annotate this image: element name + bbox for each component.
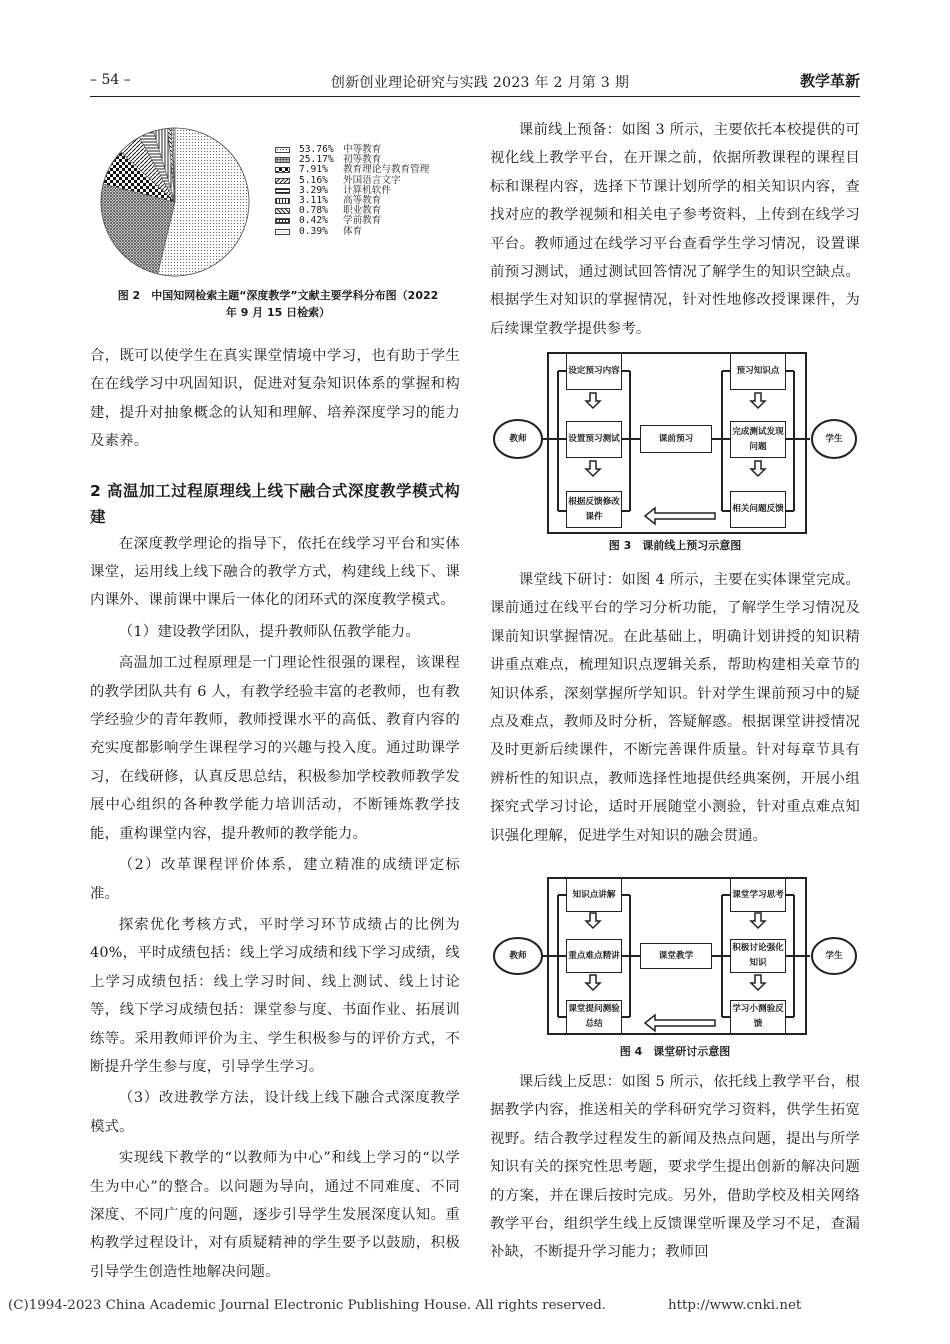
fig3-right-box-1: 预习知识点 bbox=[730, 353, 786, 390]
fig4-right-box-3: 学习小测验反馈 bbox=[730, 1000, 786, 1034]
legend-percent: 25.17% bbox=[299, 154, 334, 166]
legend-swatch bbox=[275, 178, 290, 184]
fig2-legend bbox=[275, 145, 429, 237]
fig3-left-box-3: 根据反馈修改课件 bbox=[566, 491, 622, 528]
left-para-1: 在深度教学理论的指导下，依托在线学习平台和实体课堂，运用线上线下融合的教学方式，构建线上线下、课内课外、课前课中课后一体化的闭环式的深度教学模式。 bbox=[90, 535, 460, 609]
right-para-3-block bbox=[490, 1068, 860, 1267]
header-rule bbox=[90, 96, 860, 97]
legend-swatch bbox=[275, 188, 290, 194]
legend-swatch bbox=[275, 208, 290, 214]
legend-label: 外国语言文字 bbox=[343, 174, 401, 186]
left-column bbox=[90, 342, 460, 1286]
legend-percent: 7.91% bbox=[299, 164, 328, 176]
legend-percent: 0.78% bbox=[299, 205, 328, 217]
left-para-continued: 合，既可以使学生在真实课堂情境中学习，也有助于学生在在线学习中巩固知识，促进对复杂知识体系的掌握和构建，提升对抽象概念的认知和理解、培养深度学习的能力及素养。 bbox=[90, 348, 460, 450]
legend-swatch bbox=[275, 157, 290, 163]
fig4-right-box-1: 课堂学习思考 bbox=[730, 878, 786, 912]
fig3-right-box-3: 相关问题反馈 bbox=[730, 491, 786, 528]
legend-label: 体育 bbox=[343, 225, 363, 237]
legend-swatch bbox=[275, 229, 290, 235]
fig3-student-node: 学生 bbox=[825, 433, 843, 444]
legend-entry-8 bbox=[275, 216, 429, 226]
legend-entry-9 bbox=[275, 227, 429, 237]
right-para-1-block bbox=[490, 116, 860, 343]
fig3-center-box: 课前预习 bbox=[640, 425, 712, 453]
left-para-3: 探索优化考核方式，平时学习环节成绩占的比例为 40%，平时成绩包括：线上学习成绩和线下学习成绩，线上学习成绩包括：线上学习时间、线上测试、线上讨论等，线下学习成绩包括：课堂参与度、书面作业、拓展训练等。采用教师评价为主、学生积极参与的评价方式，不断提升学生参与度，引导学生学习。 bbox=[90, 916, 460, 1075]
fig2-caption-line1: 图 2 中国知网检索主题“深度教学”文献主要学科分布图（2022 bbox=[117, 289, 439, 302]
fig4-right-box-2: 积极讨论强化知识 bbox=[730, 939, 786, 973]
fig3-left-box-1: 设定预习内容 bbox=[566, 353, 622, 390]
fig4-left-box-3: 课堂提问测验总结 bbox=[566, 1000, 622, 1034]
legend-label: 中等教育 bbox=[343, 144, 382, 156]
footer-copyright: (C)1994-2023 China Academic Journal Electronic Publishing House. All rights reserved. bbox=[8, 1298, 607, 1313]
fig4-caption: 图 4 课堂研讨示意图 bbox=[619, 1045, 731, 1058]
legend-percent: 3.11% bbox=[299, 195, 328, 207]
right-para-3: 课后线上反思：如图 5 所示，依托线上教学平台，根据教学内容，推送相关的学科研究学习资料，供学生拓宽视野。结合教学过程发生的新闻及热点问题，提出与所学知识有关的探究性思考题，要求学生提出创新的解决问题的方案，并在课后按时完成。另外，借助学校及相关网络教学平台，组织学生线上反馈课堂听课及学习不足，查漏补缺，不断提升学习能力；教师回 bbox=[490, 1074, 860, 1261]
fig2-pie-chart bbox=[92, 120, 262, 280]
legend-label: 初等教育 bbox=[343, 154, 382, 166]
left-para-2: 高温加工过程原理是一门理论性很强的课程，该课程的教学团队共有 6 人，有教学经验丰富的老教师，也有教学经验少的青年教师，教师授课水平的高低、教育内容的充实度都影响学生课程学习的兴趣与投入度。通过助课学习，在线研修，认真反思总结，积极参加学校教师教学发展中心组织的各种教学能力培训活动，不断锤炼教学技能，重构课堂内容，提升教师的教学能力。 bbox=[90, 655, 460, 842]
legend-label: 高等教育 bbox=[343, 195, 382, 207]
item-3-title: （3）改进教学方法，设计线上线下融合式深度教学模式。 bbox=[90, 1090, 460, 1135]
legend-swatch bbox=[275, 218, 290, 224]
right-para-2: 课堂线下研讨：如图 4 所示，主要在实体课堂完成。课前通过在线平台的学习分析功能，了解学生学习情况及课前知识掌握情况。在此基础上，明确计划讲授的知识精讲重点难点，梳理知识点逻辑关系，帮助构建相关章节的知识体系，深刻掌握所学知识。针对学生课前预习中的疑点及难点，教师及时分析，答疑解惑。根据课堂讲授情况及时更新后续课件，不断完善课件质量。针对每章节具有辨析性的知识点，教师选择性地提供经典案例，开展小组探究式学习讨论，适时开展随堂小测验，针对重点难点知识强化理解，促进学生对知识的融会贯通。 bbox=[490, 572, 860, 844]
journal-title: 创新创业理论研究与实践 2023 年 2 月第 3 期 bbox=[330, 75, 630, 91]
legend-label: 职业教育 bbox=[343, 205, 382, 217]
legend-label: 学前教育 bbox=[343, 215, 382, 227]
fig4-left-box-1: 知识点讲解 bbox=[566, 878, 622, 912]
fig4-teacher-node: 教师 bbox=[509, 950, 527, 961]
legend-label: 教育理论与教育管理 bbox=[343, 164, 430, 176]
legend-percent: 5.16% bbox=[299, 174, 328, 186]
section-label: 教学革新 bbox=[799, 72, 860, 90]
legend-percent: 53.76% bbox=[299, 144, 334, 156]
fig3-caption: 图 3 课前线上预习示意图 bbox=[608, 539, 742, 552]
legend-percent: 0.42% bbox=[299, 215, 328, 227]
legend-label: 计算机软件 bbox=[343, 184, 391, 196]
fig3-right-box-2: 完成测试发现问题 bbox=[730, 421, 786, 458]
fig3-left-box-2: 设置预习测试 bbox=[566, 421, 622, 458]
fig3-diagram bbox=[490, 345, 860, 535]
section-2-title: 2 高温加工过程原理线上线下融合式深度教学模式构建 bbox=[90, 481, 460, 526]
fig4-student-node: 学生 bbox=[825, 950, 843, 961]
legend-percent: 0.39% bbox=[299, 225, 328, 237]
item-2-title: （2）改革课程评价体系，建立精准的成绩评定标准。 bbox=[90, 857, 460, 902]
right-para-1: 课前线上预备：如图 3 所示，主要依托本校提供的可视化线上教学平台，在开课之前，依据所教课程的课程目标和课程内容，选择下节课计划所学的相关知识内容，查找对应的教学视频和相关电子参考资料，上传到在线学习平台。教师通过在线学习平台查看学生学习情况，设置课前预习测试，通过测试回答情况了解学生的知识空缺点。根据学生对知识的掌握情况，针对性地修改授课课件，为后续课堂教学提供参考。 bbox=[490, 122, 860, 337]
legend-percent: 3.29% bbox=[299, 184, 328, 196]
footer-url: http://www.cnki.net bbox=[668, 1298, 802, 1313]
right-para-2-block bbox=[490, 566, 860, 850]
legend-swatch bbox=[275, 147, 290, 153]
item-1-title: （1）建设教学团队，提升教师队伍教学能力。 bbox=[118, 623, 420, 640]
left-para-4: 实现线下教学的“以教师为中心”和线上学习的“以学生为中心”的整合。以问题为导向，通过不同难度、不同深度、不同广度的问题，逐步引导学生发展深度认知。重构教学过程设计，对有质疑精神的学生要予以鼓励，积极引导学生创造性地解决问题。 bbox=[90, 1150, 460, 1280]
legend-swatch bbox=[275, 167, 290, 173]
fig2-caption-line2: 年 9 月 15 日检索） bbox=[225, 306, 331, 319]
fig3-teacher-node: 教师 bbox=[509, 433, 527, 444]
fig4-left-box-2: 重点难点精讲 bbox=[566, 939, 622, 973]
fig2-caption bbox=[88, 287, 468, 321]
legend-swatch bbox=[275, 198, 290, 204]
fig4-diagram bbox=[490, 873, 860, 1038]
page-number: – 54 – bbox=[90, 72, 131, 88]
fig4-center-box: 课堂教学 bbox=[640, 943, 712, 969]
